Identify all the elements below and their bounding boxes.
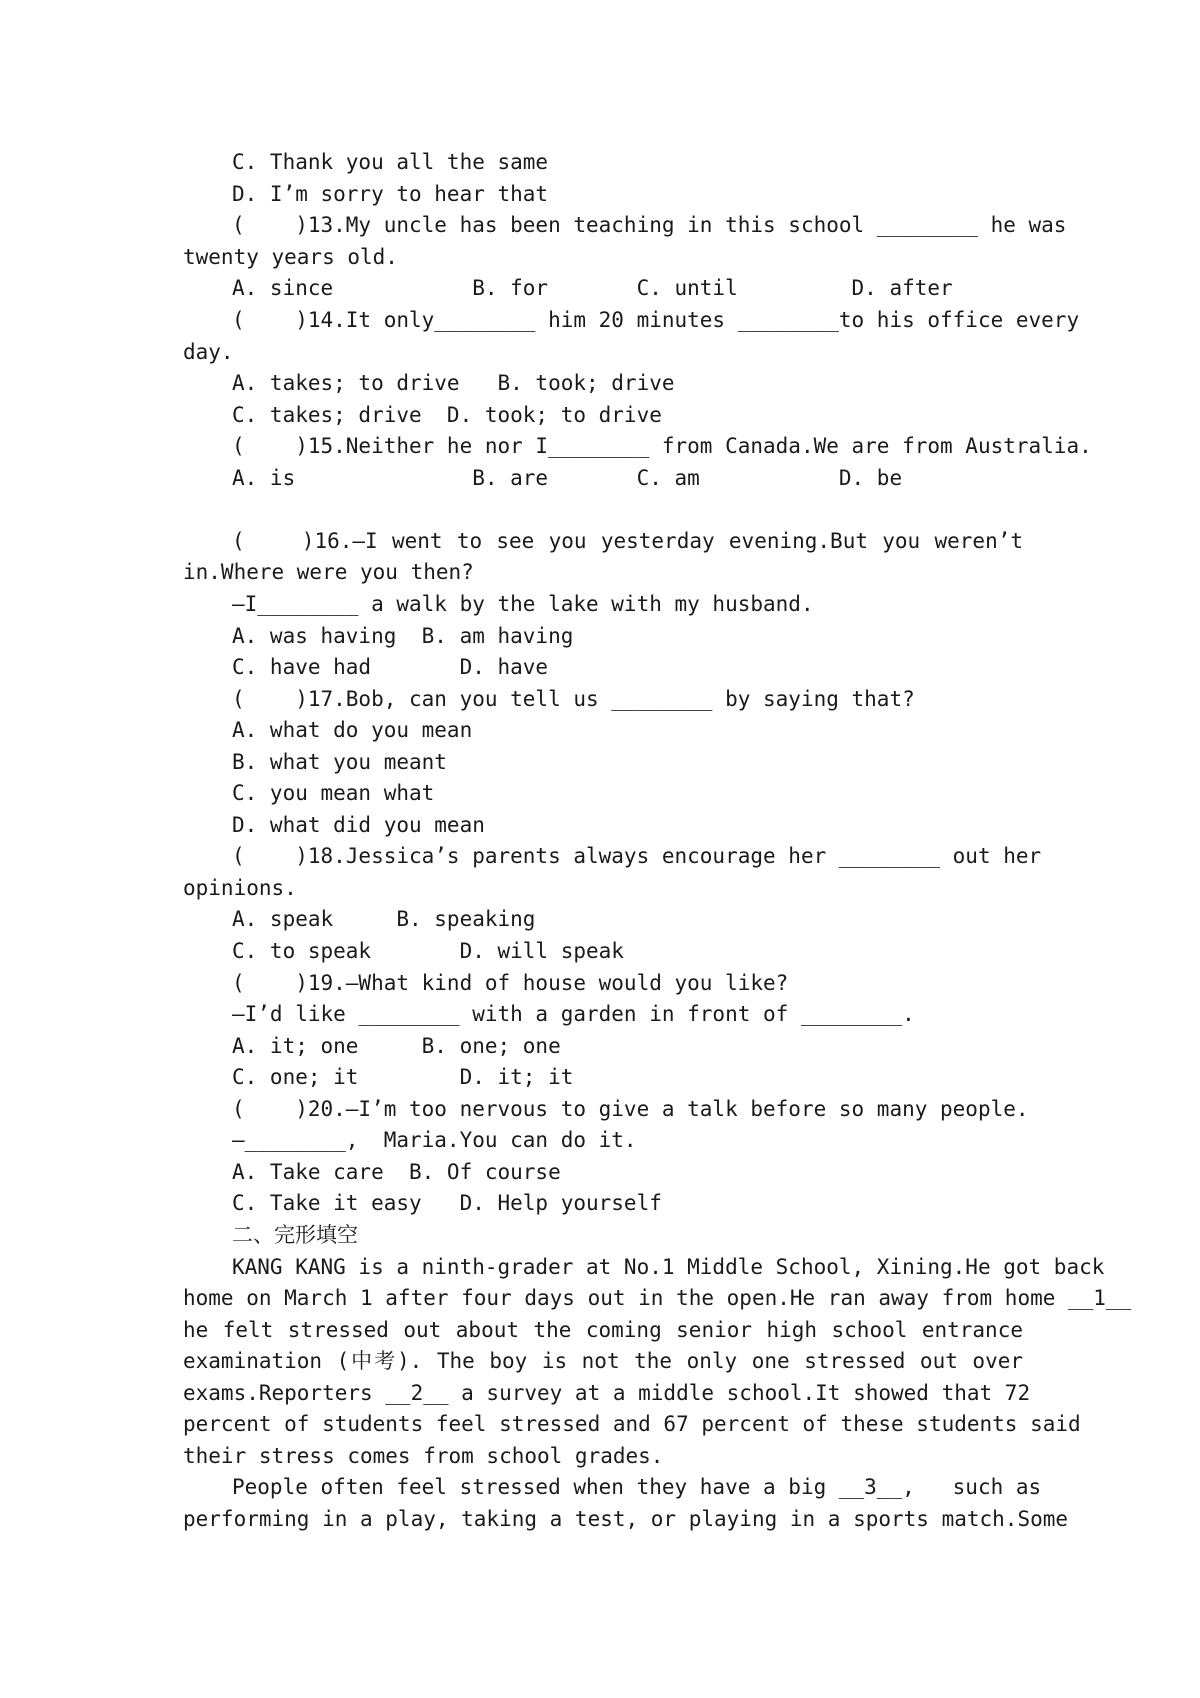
passage-line: exams.Reporters __2__ a survey at a middle school.It showed that 72 (183, 1381, 1031, 1405)
passage-line: performing in a play, taking a test, or playing in a sports match.Some (183, 1507, 1069, 1531)
question-13-options: A. since B. for C. until D. after (232, 276, 953, 300)
question-19-reply: —I’d like ________ with a garden in front of ________. (232, 1002, 915, 1026)
passage-line: People often feel stressed when they have a big __3__, such as (232, 1475, 1042, 1499)
question-19-stem: ( )19.—What kind of house would you like? (232, 971, 789, 995)
question-15-stem: ( )15.Neither he nor I________ from Canada.We are from Australia. (232, 434, 1092, 458)
passage-line: percent of students feel stressed and 67 percent of these students said (183, 1412, 1081, 1436)
question-14-stem-cont: day. (183, 340, 234, 364)
question-17-option-b: B. what you meant (232, 750, 447, 774)
section-heading: 二、完形填空 (232, 1223, 358, 1247)
question-18-options-cd: C. to speak D. will speak (232, 939, 624, 963)
question-18-stem-cont: opinions. (183, 876, 297, 900)
question-14-options-cd: C. takes; drive D. took; to drive (232, 403, 662, 427)
question-19-options-ab: A. it; one B. one; one (232, 1034, 561, 1058)
question-18-options-ab: A. speak B. speaking (232, 907, 536, 931)
passage-line: home on March 1 after four days out in the open.He ran away from home __1__ (183, 1286, 1132, 1310)
question-17-option-d: D. what did you mean (232, 813, 485, 837)
question-20-stem: ( )20.—I’m too nervous to give a talk before so many people. (232, 1097, 1029, 1121)
passage-line: he felt stressed out about the coming senior high school entrance (183, 1318, 1023, 1342)
question-17-option-c: C. you mean what (232, 781, 435, 805)
question-14-options-ab: A. takes; to drive B. took; drive (232, 371, 675, 395)
passage-line: their stress comes from school grades. (183, 1444, 664, 1468)
option-c-q12: C. Thank you all the same (232, 150, 549, 174)
blank-line (232, 494, 1023, 524)
option-d-q12: D. I’m sorry to hear that (232, 182, 549, 206)
question-16-options-ab: A. was having B. am having (232, 624, 574, 648)
question-16-stem: ( )16.—I went to see you yesterday evening.But you weren’t (232, 529, 1023, 553)
question-16-reply: —I________ a walk by the lake with my husband. (232, 592, 814, 616)
question-16-stem-cont: in.Where were you then? (183, 560, 474, 584)
passage-line: examination (中考). The boy is not the only one stressed out over (183, 1349, 1023, 1373)
question-19-options-cd: C. one; it D. it; it (232, 1065, 574, 1089)
question-13-stem-cont: twenty years old. (183, 245, 398, 269)
question-16-options-cd: C. have had D. have (232, 655, 549, 679)
question-15-options: A. is B. are C. am D. be (232, 466, 903, 490)
question-17-stem: ( )17.Bob, can you tell us ________ by saying that? (232, 687, 915, 711)
question-17-option-a: A. what do you mean (232, 718, 473, 742)
question-20-options-cd: C. Take it easy D. Help yourself (232, 1191, 662, 1215)
passage-line: KANG KANG is a ninth-grader at No.1 Middle School, Xining.He got back (232, 1255, 1105, 1279)
question-13-stem: ( )13.My uncle has been teaching in this school ________ he was (232, 213, 1067, 237)
question-20-options-ab: A. Take care B. Of course (232, 1160, 561, 1184)
question-18-stem: ( )18.Jessica’s parents always encourage her ________ out her (232, 844, 1042, 868)
question-14-stem: ( )14.It only________ him 20 minutes ________to his office every (232, 308, 1080, 332)
question-20-reply: —________, Maria.You can do it. (232, 1128, 637, 1152)
